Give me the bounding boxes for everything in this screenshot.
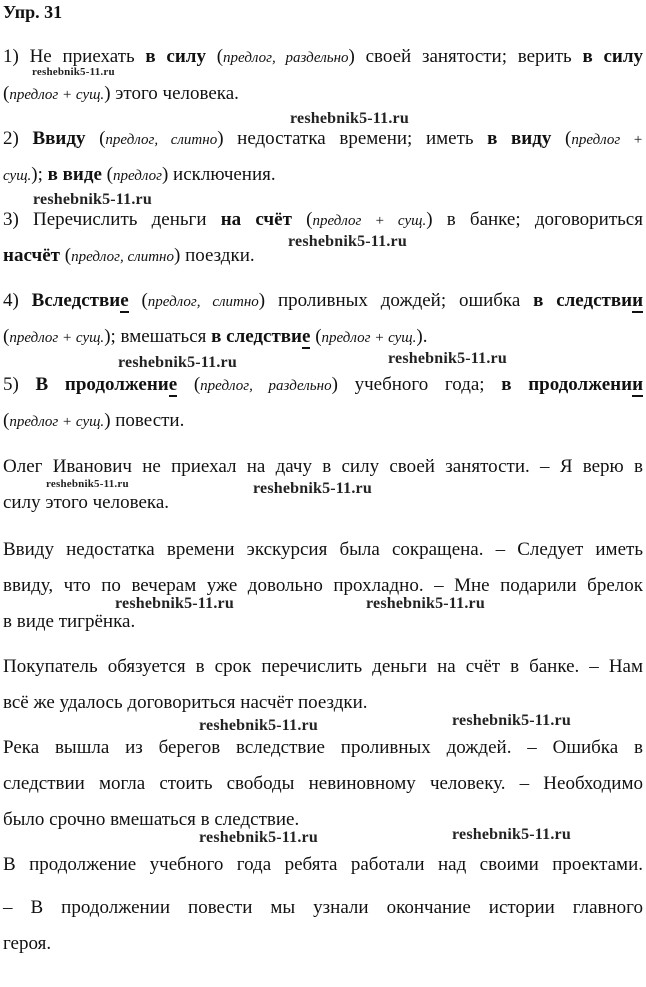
rule-paren: ( xyxy=(128,290,148,311)
rule-paren: ( xyxy=(551,128,572,149)
rule-text: 1) Не приехать xyxy=(3,46,146,67)
rule-paren: ( xyxy=(85,128,106,149)
rule-note: предлог + сущ. xyxy=(9,87,105,103)
rule-note: предлог, слитно xyxy=(105,132,218,148)
rule-text: 2) xyxy=(3,128,33,149)
rule-text: исключения. xyxy=(168,164,276,185)
rule-paren: ( xyxy=(3,83,10,104)
rule-paren: ) xyxy=(217,128,224,149)
watermark: reshebnik5-11.ru xyxy=(452,712,571,729)
ending-underline: е xyxy=(120,290,129,311)
watermark: reshebnik5-11.ru xyxy=(253,480,372,497)
watermark: reshebnik5-11.ru xyxy=(388,350,507,367)
rule-paren: ( xyxy=(3,410,10,431)
rule-note: предлог, слитно xyxy=(147,294,259,310)
rule-word: в силу xyxy=(145,46,206,67)
rule-text: проливных дождей; ошибка xyxy=(265,290,534,311)
rule-paren: ); xyxy=(104,326,116,347)
rule-word: Ввиду xyxy=(32,128,86,149)
rule-word: в силу xyxy=(582,46,643,67)
rule-text: в банке; договориться xyxy=(432,209,643,230)
rule-2-line-2 xyxy=(3,164,643,187)
watermark: reshebnik5-11.ru xyxy=(33,191,152,208)
example-1-line-2: силу этого человека. xyxy=(3,492,169,513)
rule-3-line-1 xyxy=(3,209,643,232)
example-5-line-3: героя. xyxy=(3,933,52,954)
example-5-line-2: – В продолжении повести мы узнали окончание истории главного xyxy=(3,897,643,918)
exercise-title: Упр. 31 xyxy=(3,2,63,22)
example-5-line-1: В продолжение учебного года ребята работали над своими проектами. xyxy=(3,854,643,875)
rule-paren: ) xyxy=(104,410,111,431)
rule-note: предлог + сущ. xyxy=(9,414,105,430)
rule-1-line-2 xyxy=(3,83,643,106)
rule-paren: ( xyxy=(59,245,72,266)
rule-word: В продолжение xyxy=(35,374,178,395)
rule-text: 5) xyxy=(3,374,36,395)
example-2-line-3: в виде тигрёнка. xyxy=(3,611,136,632)
example-2-line-2: ввиду, что по вечерам уже довольно прохладно. – Мне подарили брелок xyxy=(3,575,643,596)
rule-text: недостатка времени; иметь xyxy=(223,128,488,149)
ending-underline: е xyxy=(168,374,178,395)
rule-word: на счёт xyxy=(220,209,292,230)
rule-paren: ( xyxy=(216,46,224,67)
watermark: reshebnik5-11.ru xyxy=(452,826,571,843)
rule-paren: ( xyxy=(3,326,10,347)
rule-text: вмешаться xyxy=(115,326,212,347)
example-4-line-1: Река вышла из берегов вследствие проливных дождей. – Ошибка в xyxy=(3,737,643,758)
watermark: reshebnik5-11.ru xyxy=(290,110,409,127)
watermark: reshebnik5-11.ru xyxy=(32,66,115,78)
rule-word: в следствии xyxy=(533,290,644,311)
ending-underline: и xyxy=(632,290,644,311)
rule-paren: ( xyxy=(310,326,322,347)
rule-4-line-2 xyxy=(3,326,643,349)
rule-word: насчёт xyxy=(3,245,60,266)
rule-paren: ) xyxy=(426,209,433,230)
rule-word: в продолжении xyxy=(501,374,644,395)
rule-paren: ) xyxy=(104,83,111,104)
watermark: reshebnik5-11.ru xyxy=(46,478,129,490)
rule-text: учебного года; xyxy=(337,374,502,395)
rule-note: предлог, слитно xyxy=(71,249,174,265)
watermark: reshebnik5-11.ru xyxy=(199,717,318,734)
rule-4-line-1 xyxy=(3,290,643,313)
rule-2-line-1 xyxy=(3,128,643,151)
rule-paren: ) xyxy=(258,290,266,311)
rule-paren: ( xyxy=(291,209,313,230)
rule-text: этого человека. xyxy=(110,83,239,104)
rule-text: 3) Перечислить деньги xyxy=(3,209,221,230)
rule-note: сущ. xyxy=(3,168,32,184)
rule-note: предлог + сущ. xyxy=(321,330,417,346)
rule-text: повести. xyxy=(110,410,185,431)
rule-word: в виду xyxy=(487,128,552,149)
watermark: reshebnik5-11.ru xyxy=(118,354,237,371)
ending-underline: и xyxy=(632,374,644,395)
rule-word: Вследствие xyxy=(31,290,129,311)
watermark: reshebnik5-11.ru xyxy=(199,829,318,846)
rule-paren: ( xyxy=(177,374,201,395)
rule-text: своей занятости; верить xyxy=(354,46,583,67)
rule-note: предлог xyxy=(113,168,162,184)
watermark: reshebnik5-11.ru xyxy=(366,595,485,612)
example-4-line-3: было срочно вмешаться в следствие. xyxy=(3,809,300,830)
rule-note: предлог + xyxy=(571,132,644,148)
rule-note: предлог, раздельно xyxy=(223,50,349,66)
rule-5-line-2 xyxy=(3,410,643,433)
rule-note: предлог + сущ. xyxy=(312,213,427,229)
rule-paren: ) xyxy=(161,164,169,185)
rule-word: в виде xyxy=(42,164,102,185)
example-3-line-1: Покупатель обязуется в срок перечислить деньги на счёт в банке. – Нам xyxy=(3,656,643,677)
example-2-line-1: Ввиду недостатка времени экскурсия была сокращена. – Следует иметь xyxy=(3,539,643,560)
example-4-line-2: следствии могла стоить свободы невиновному человеку. – Необходимо xyxy=(3,773,643,794)
rule-paren: ) xyxy=(173,245,181,266)
rule-5-line-1 xyxy=(3,374,643,397)
rule-note: предлог, раздельно xyxy=(200,378,332,394)
ending-underline: е xyxy=(302,326,311,347)
example-3-line-2: всё же удалось договориться насчёт поездки. xyxy=(3,692,368,713)
rule-word: в следствие xyxy=(211,326,311,347)
watermark: reshebnik5-11.ru xyxy=(115,595,234,612)
rule-paren: ) xyxy=(331,374,338,395)
rule-text: 4) xyxy=(3,290,32,311)
rule-text: поездки. xyxy=(180,245,255,266)
watermark: reshebnik5-11.ru xyxy=(288,233,407,250)
rule-paren: ( xyxy=(101,164,113,185)
rule-paren: ). xyxy=(416,326,428,347)
example-1-line-1: Олег Иванович не приехал на дачу в силу своей занятости. – Я верю в xyxy=(3,456,643,477)
rule-paren: ) xyxy=(348,46,355,67)
rule-paren: ); xyxy=(31,164,43,185)
rule-note: предлог + сущ. xyxy=(9,330,105,346)
